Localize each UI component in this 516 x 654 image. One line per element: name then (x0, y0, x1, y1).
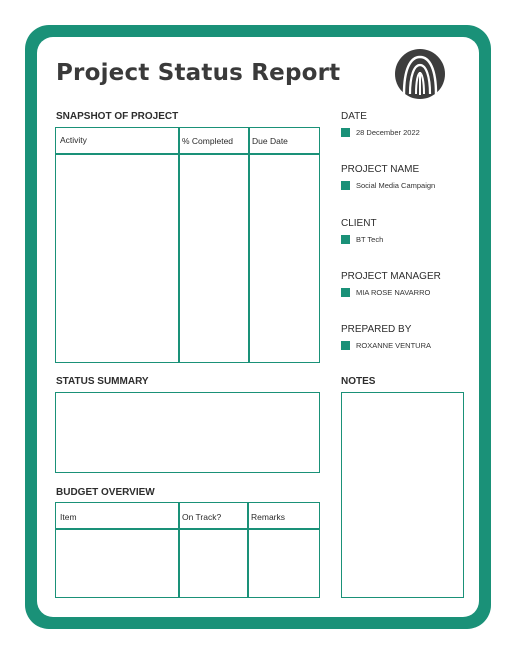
date-value[interactable] (341, 127, 420, 137)
prepared-by-text: ROXANNE VENTURA (356, 340, 432, 350)
project-manager-label: PROJECT MANAGER (341, 271, 441, 282)
snapshot-header-activity: Activity (60, 135, 87, 145)
status-summary-heading: STATUS SUMMARY (56, 376, 149, 387)
square-bullet-icon (341, 235, 350, 244)
budget-column-divider (247, 503, 249, 597)
budget-header-remarks: Remarks (251, 512, 286, 522)
snapshot-header-divider (56, 153, 319, 155)
prepared-by-label: PREPARED BY (341, 324, 412, 335)
arch-logo-icon (394, 48, 446, 100)
budget-table (55, 502, 320, 598)
page-title: Project Status Report (56, 60, 341, 86)
budget-header-divider (56, 528, 319, 530)
snapshot-header-completed: % Completed (182, 136, 234, 146)
prepared-by-value[interactable] (341, 340, 431, 350)
snapshot-table (55, 127, 320, 363)
project-name-label: PROJECT NAME (341, 164, 420, 175)
square-bullet-icon (341, 128, 350, 137)
budget-header-item: Item (60, 512, 77, 522)
client-value[interactable] (341, 234, 383, 244)
square-bullet-icon (341, 181, 350, 190)
date-text: 28 December 2022 (356, 127, 420, 137)
budget-header-on-track: On Track? (182, 512, 222, 522)
project-manager-text: MIA ROSE NAVARRO (356, 287, 431, 297)
snapshot-column-divider (178, 128, 180, 362)
square-bullet-icon (341, 341, 350, 350)
project-name-value[interactable] (341, 180, 435, 190)
date-label: DATE (341, 111, 367, 122)
budget-column-divider (178, 503, 180, 597)
square-bullet-icon (341, 288, 350, 297)
snapshot-heading: SNAPSHOT OF PROJECT (56, 111, 179, 122)
snapshot-column-divider (248, 128, 250, 362)
notes-heading: NOTES (341, 376, 376, 387)
client-text: BT Tech (356, 234, 384, 244)
notes-field[interactable] (341, 392, 464, 598)
snapshot-header-due-date: Due Date (252, 136, 288, 146)
project-manager-value[interactable] (341, 287, 430, 297)
project-name-text: Social Media Campaign (356, 180, 436, 190)
status-summary-field[interactable] (55, 392, 320, 473)
client-label: CLIENT (341, 218, 377, 229)
budget-heading: BUDGET OVERVIEW (56, 487, 155, 498)
